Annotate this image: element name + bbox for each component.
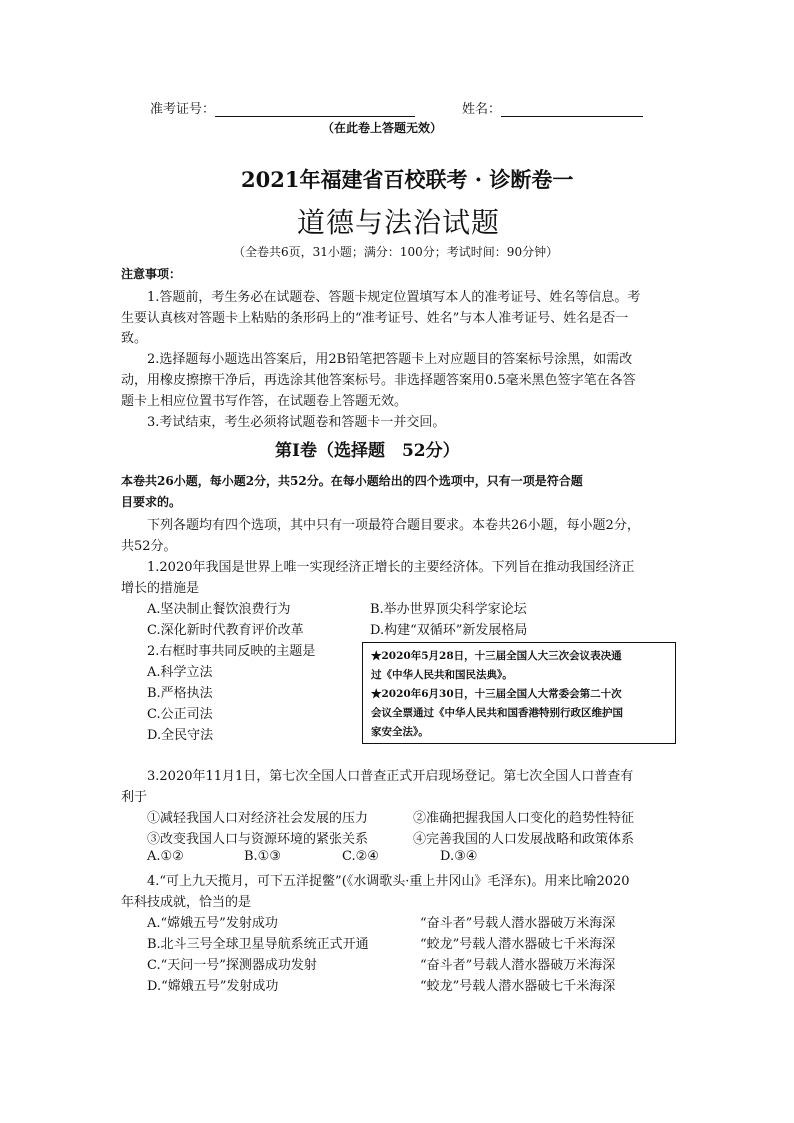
exam-title: 2021年福建省百校联考 · 诊断卷一 <box>241 167 574 192</box>
section-title: 第Ⅰ卷（选择题 52分） <box>275 441 460 461</box>
ticket-number-label: 准考证号： <box>150 102 216 117</box>
notes-line: 动，用橡皮擦擦干净后，再选涂其他答案标号。非选择题答案用0.5毫米黑色签字笔在各答 <box>121 373 636 388</box>
news-box-line: ★2020年6月30日，十三届全国人大常委会第二十次 <box>371 688 622 700</box>
notes-line: 题卡上相应位置书写作答，在试题卷上答题无效。 <box>121 394 408 409</box>
notes-line: 致。 <box>121 331 148 346</box>
name-line <box>501 102 643 117</box>
notes-line: 生要认真核对答题卡上粘贴的条形码上的“准考证号、姓名”与本人准考证号、姓名是否一 <box>121 311 629 326</box>
option-c-second: “奋斗者”号载人潜水器破万米海深 <box>420 958 616 973</box>
statement-item: ②准确把握我国人口变化的趋势性特征 <box>413 811 635 826</box>
question-stem: 2.右框时事共同反映的主题是 <box>147 644 316 659</box>
option-b: B.①③ <box>244 849 281 864</box>
section-intro: 共52分。 <box>121 539 177 554</box>
exam-info: （全卷共6页，31小题；满分：100分；考试时间：90分钟） <box>233 245 559 259</box>
option-c: C.“天问一号”探测器成功发射 <box>147 958 317 973</box>
option-a-second: “奋斗者”号载人潜水器破万米海深 <box>420 916 616 931</box>
option-c: C.深化新时代教育评价改革 <box>147 623 304 638</box>
statement-item: ④完善我国的人口发展战略和政策体系 <box>413 832 635 847</box>
news-box <box>362 642 676 744</box>
question-stem: 1.2020年我国是世界上唯一实现经济正增长的主要经济体。下列旨在推动我国经济正 <box>147 560 635 575</box>
option-d-second: “蛟龙”号载人潜水器破七千米海深 <box>420 979 616 994</box>
notes-heading: 注意事项： <box>121 267 182 281</box>
invalid-note: （在此卷上答题无效） <box>322 121 443 135</box>
question-stem: 利于 <box>121 790 148 805</box>
option-c: C.②④ <box>342 849 379 864</box>
news-box-line: 家安全法》。 <box>371 726 429 738</box>
option-d: D.③④ <box>440 849 478 864</box>
statement-item: ①减轻我国人口对经济社会发展的压力 <box>147 811 369 826</box>
notes-line: 3.考试结束，考生必须将试题卷和答题卡一并交回。 <box>147 415 446 430</box>
section-intro: 下列各题均有四个选项，其中只有一项最符合题目要求。本卷共26小题，每小题2分， <box>147 518 640 533</box>
question-stem: 3.2020年11月1日，第七次全国人口普查正式开启现场登记。第七次全国人口普查有 <box>147 769 634 784</box>
statement-item: ③改变我国人口与资源环境的紧张关系 <box>147 832 369 847</box>
news-box-line: 会议全票通过《中华人民共和国香港特别行政区维护国 <box>371 707 623 719</box>
option-a: A.坚决制止餐饮浪费行为 <box>147 602 291 617</box>
option-d: D.“嫦娥五号”发射成功 <box>147 979 279 994</box>
option-c: C.公正司法 <box>147 707 213 722</box>
question-stem: 增长的措施是 <box>121 581 200 596</box>
option-d: D.全民守法 <box>147 728 214 743</box>
question-stem: 年科技成就，恰当的是 <box>121 895 252 910</box>
option-d: D.构建“双循环”新发展格局 <box>370 623 528 638</box>
notes-line: 1.答题前，考生务必在试题卷、答题卡规定位置填写本人的准考证号、姓名等信息。考 <box>147 290 641 305</box>
option-a: A.科学立法 <box>147 665 213 680</box>
option-a: A.“嫦娥五号”发射成功 <box>147 916 278 931</box>
notes-line: 2.选择题每小题选出答案后，用2B铅笔把答题卡上对应题目的答案标号涂黑，如需改 <box>147 352 633 367</box>
option-b: B.举办世界顶尖科学家论坛 <box>370 602 527 617</box>
ticket-number-line <box>215 102 415 117</box>
name-field <box>462 98 643 117</box>
news-box-line: ★2020年5月28日，十三届全国人大三次会议表决通 <box>371 650 622 662</box>
ticket-number-field <box>150 98 415 117</box>
section-instruction: 目要求的。 <box>121 495 182 509</box>
section-instruction: 本卷共26小题，每小题2分，共52分。在每小题给出的四个选项中，只有一项是符合题 <box>121 474 583 488</box>
option-b-second: “蛟龙”号载人潜水器破七千米海深 <box>420 937 616 952</box>
option-b: B.严格执法 <box>147 686 213 701</box>
option-a: A.①② <box>147 849 184 864</box>
news-box-line: 过《中华人民共和国民法典》。 <box>371 669 513 681</box>
option-b: B.北斗三号全球卫星导航系统正式开通 <box>147 937 369 952</box>
subject-title: 道德与法治试题 <box>297 206 501 239</box>
name-label: 姓名： <box>462 102 502 117</box>
question-stem: 4.“可上九天揽月，可下五洋捉鳖”(《水调歌头·重上井冈山》毛泽东)。用来比喻2020 <box>147 874 630 889</box>
